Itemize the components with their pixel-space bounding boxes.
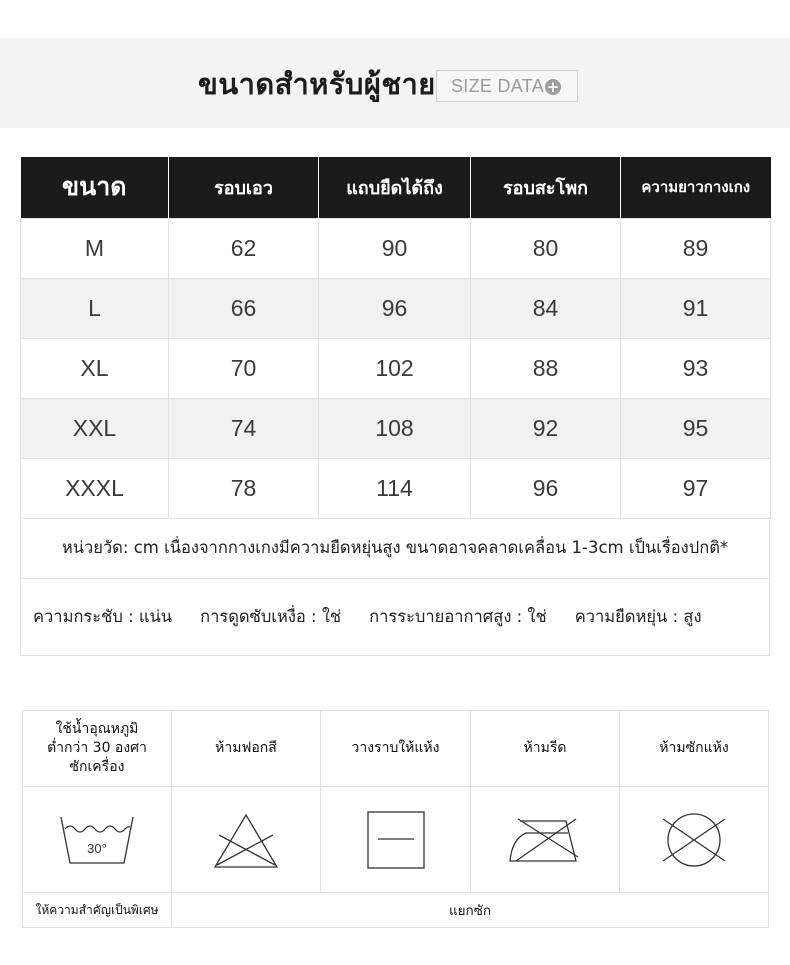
- size-data-label: SIZE DATA: [451, 75, 545, 96]
- table-cell: 102: [319, 338, 471, 398]
- table-cell: 91: [621, 278, 771, 338]
- no-dry-clean-icon: [659, 809, 729, 871]
- page-title: ขนาดสำหรับผู้ชาย: [198, 67, 436, 101]
- property-sweat: การดูดซับเหงื่อ : ใช่: [200, 607, 342, 626]
- table-cell: 92: [471, 398, 621, 458]
- table-cell: 84: [471, 278, 621, 338]
- table-cell: XXL: [21, 398, 169, 458]
- dry-flat-icon: [365, 809, 427, 871]
- no-iron-icon: [506, 809, 584, 871]
- table-cell: 88: [471, 338, 621, 398]
- notes-box: [20, 517, 770, 656]
- table-cell: 96: [319, 278, 471, 338]
- table-cell: XXXL: [21, 458, 169, 518]
- care-footer-row: [23, 893, 769, 928]
- column-header-size: ขนาด: [21, 157, 169, 218]
- table-cell: 95: [621, 398, 771, 458]
- table-cell: 90: [319, 218, 471, 278]
- column-header-length: ความยาวกางเกง: [621, 157, 771, 218]
- care-label-no-dry-clean: ห้ามซักแห้ง: [620, 711, 769, 787]
- property-stretch: ความยืดหยุ่น : สูง: [574, 607, 702, 626]
- no-bleach-icon: [211, 809, 281, 871]
- table-cell: 66: [169, 278, 319, 338]
- table-cell: 80: [471, 218, 621, 278]
- property-breathable: การระบายอากาศสูง : ใช่: [369, 607, 547, 626]
- table-row: [21, 278, 771, 338]
- care-label-wash: [23, 711, 172, 787]
- care-table: [22, 710, 769, 928]
- care-footer-separate: แยกซัก: [172, 893, 769, 928]
- table-cell: 114: [319, 458, 471, 518]
- table-cell: L: [21, 278, 169, 338]
- table-cell: 89: [621, 218, 771, 278]
- table-row: [21, 218, 771, 278]
- care-label-line: ใช้น้ำอุณหภูมิ: [55, 721, 139, 737]
- table-row: [21, 338, 771, 398]
- unit-note: หน่วยวัด: cm เนื่องจากกางเกงมีความยืดหยุ่นสูง ขนาดอาจคลาดเคลื่อน 1-3cm เป็นเรื่องปกติ*: [21, 517, 769, 579]
- table-cell: XL: [21, 338, 169, 398]
- size-data-badge[interactable]: [436, 70, 578, 102]
- column-header-waist: รอบเอว: [169, 157, 319, 218]
- wash-30-icon: [57, 809, 137, 871]
- table-cell: 97: [621, 458, 771, 518]
- plus-circle-icon: +: [546, 78, 560, 96]
- property-fit: ความกระชับ : แน่น: [33, 607, 173, 626]
- care-footer-special: ให้ความสำคัญเป็นพิเศษ: [23, 893, 172, 928]
- care-label-no-bleach: ห้ามฟอกสี: [172, 711, 321, 787]
- table-cell: 74: [169, 398, 319, 458]
- care-label-dry-flat: วางราบให้แห้ง: [321, 711, 471, 787]
- table-row: [21, 458, 771, 518]
- wash-temp-label: 30°: [87, 840, 107, 856]
- table-cell: 93: [621, 338, 771, 398]
- table-cell: 78: [169, 458, 319, 518]
- care-label-no-iron: ห้ามรีด: [471, 711, 620, 787]
- table-cell: 108: [319, 398, 471, 458]
- column-header-stretch: แถบยืดได้ถึง: [319, 157, 471, 218]
- size-table: [20, 157, 771, 519]
- care-label-row: [23, 711, 769, 787]
- table-cell: M: [21, 218, 169, 278]
- properties-row: [21, 579, 769, 655]
- table-cell: 62: [169, 218, 319, 278]
- care-icon-row: [23, 787, 769, 893]
- table-cell: 96: [471, 458, 621, 518]
- care-label-line: ซักเครื่อง: [69, 759, 125, 775]
- size-table-header: [21, 157, 771, 218]
- column-header-hip: รอบสะโพก: [471, 157, 621, 218]
- table-cell: 70: [169, 338, 319, 398]
- care-label-line: ต่ำกว่า 30 องศา: [47, 740, 147, 756]
- table-row: [21, 398, 771, 458]
